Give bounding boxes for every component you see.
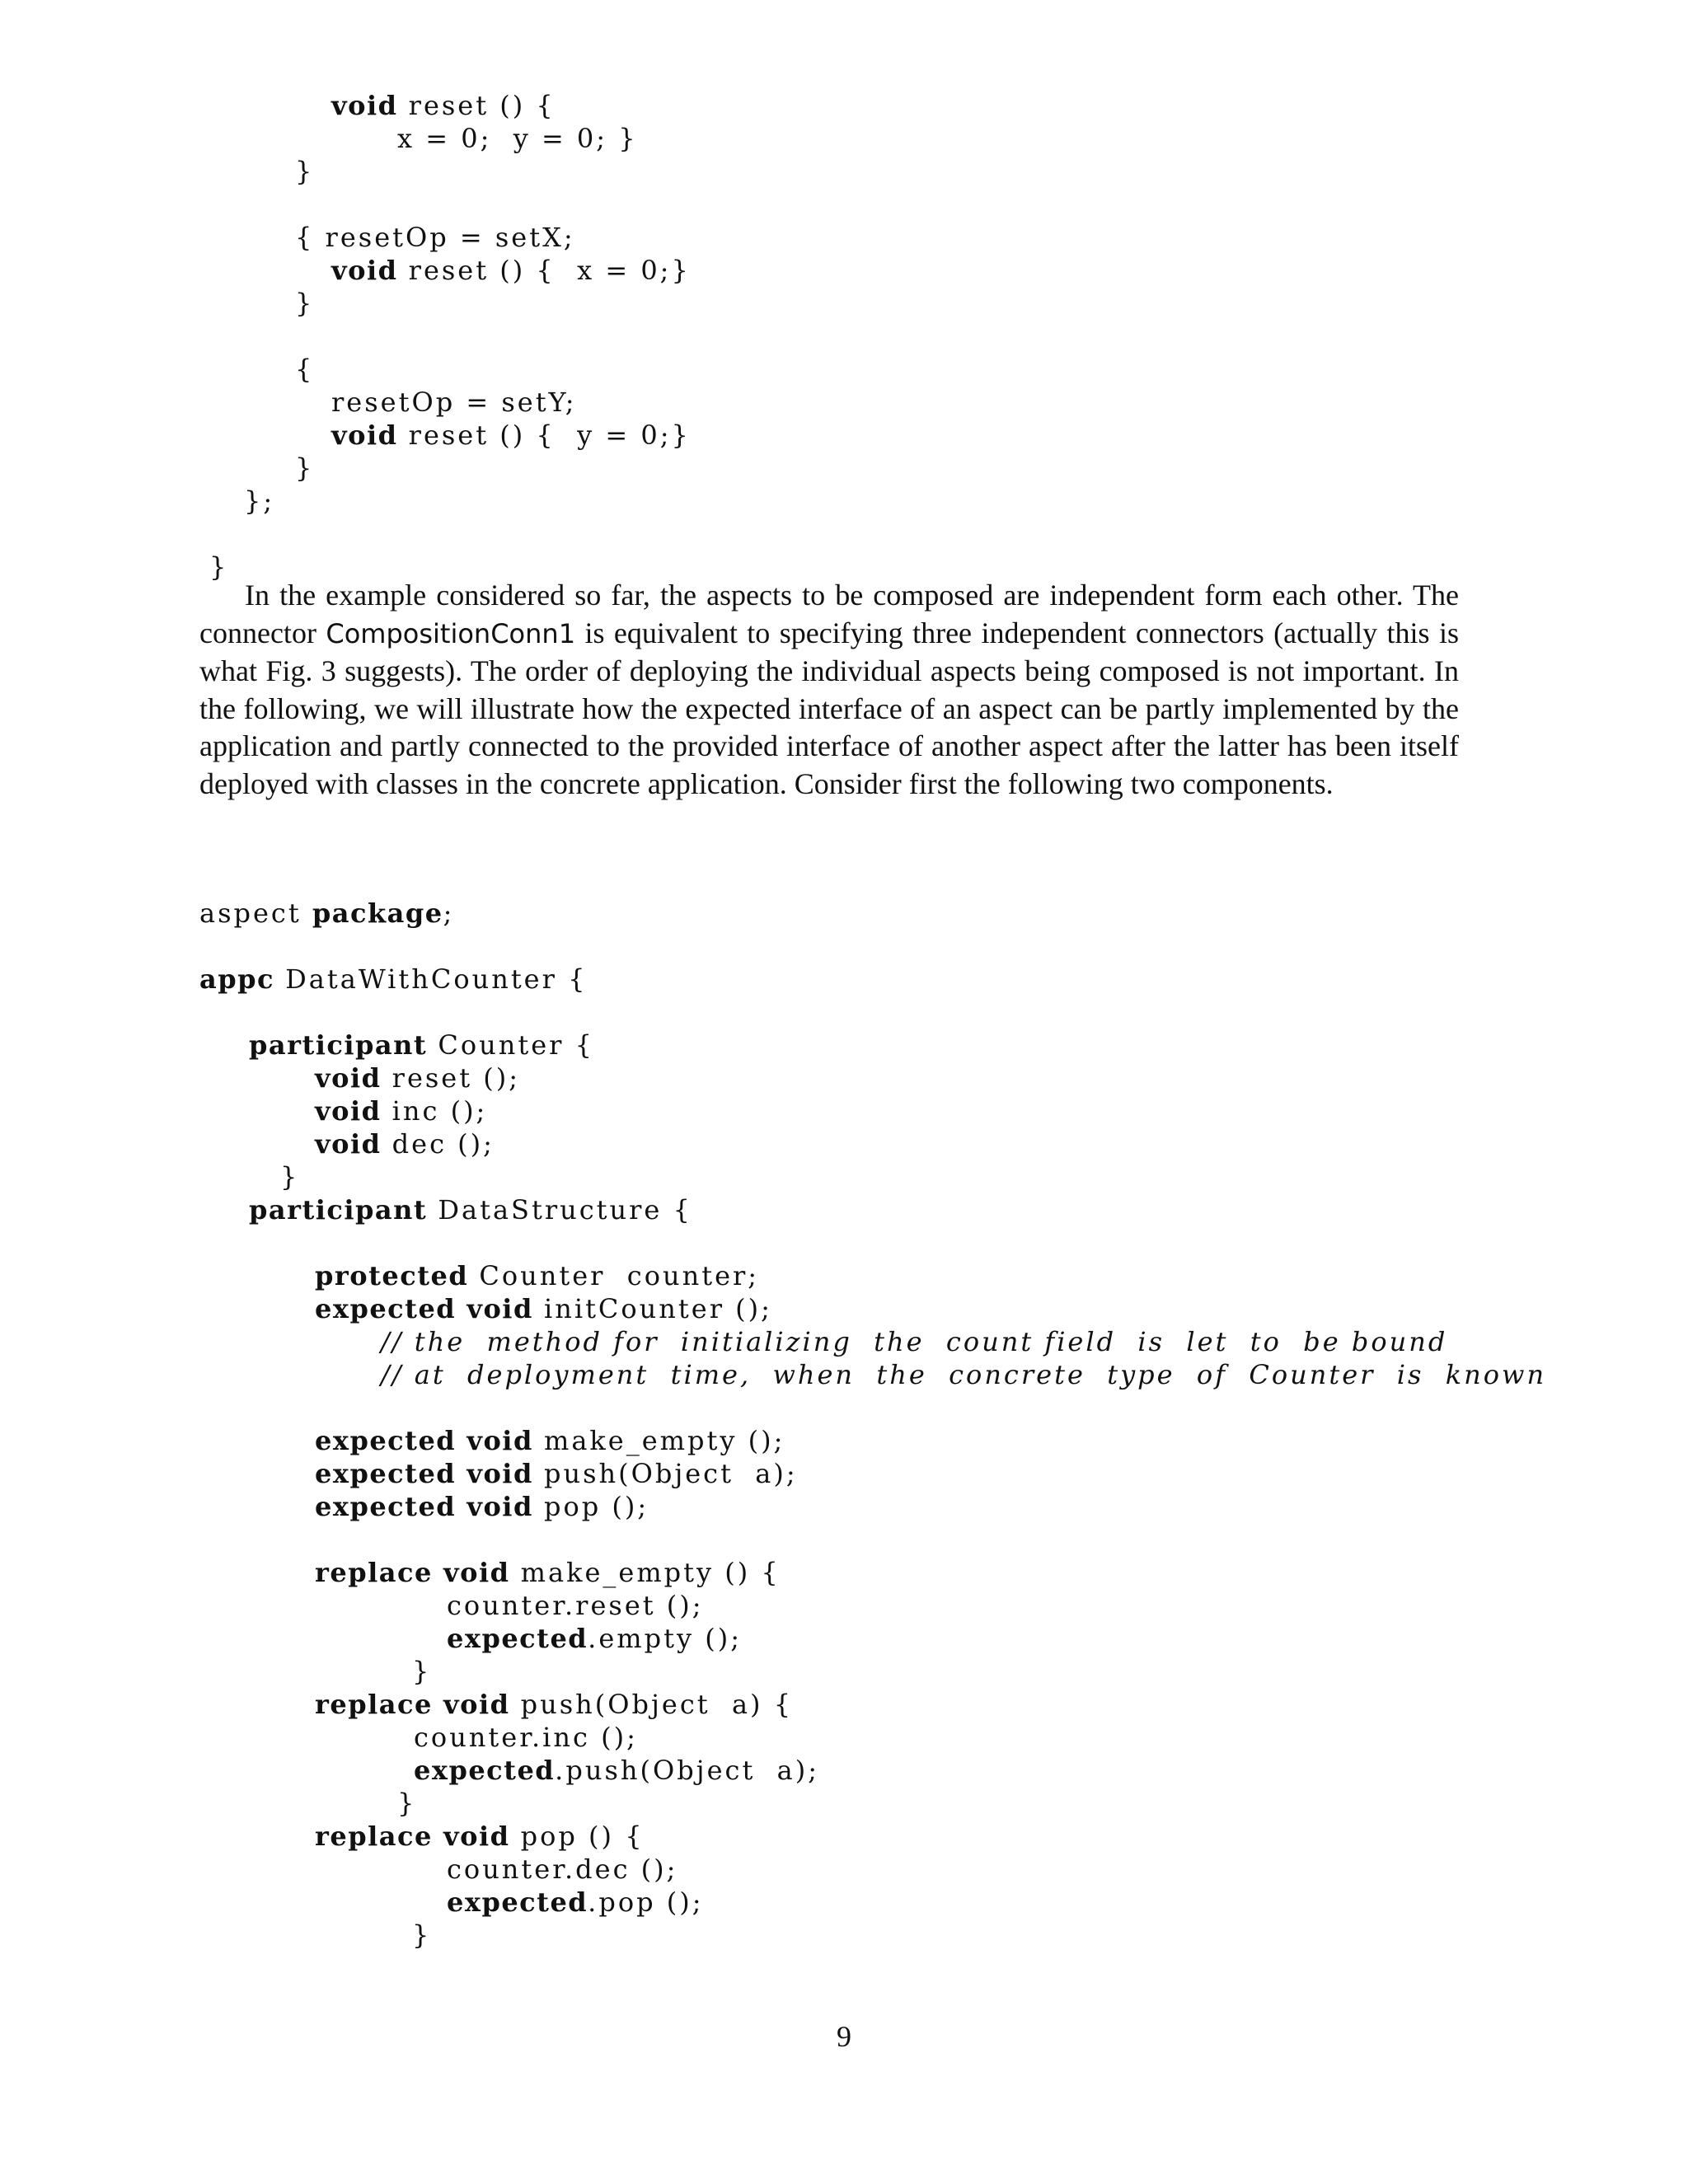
code-comment: // the method for initializing the count field is let to be bound [381, 1326, 1448, 1357]
code-text [433, 1689, 443, 1720]
code-line [280, 1160, 299, 1193]
code-line [397, 122, 638, 155]
code-text: { [295, 354, 315, 385]
code-text: Counter counter; [468, 1260, 760, 1291]
code-keyword: void [443, 1821, 510, 1852]
code-line [397, 1787, 416, 1820]
code-keyword: replace [315, 1689, 433, 1720]
code-text: pop () { [509, 1821, 645, 1852]
page-number: 9 [837, 2020, 851, 2053]
code-text: .push(Object a); [555, 1755, 819, 1786]
code-line [412, 1919, 431, 1952]
code-line [315, 1424, 785, 1457]
code-line [315, 1062, 520, 1094]
code-text: { resetOp = setX; [295, 222, 575, 253]
code-text: reset () { y = 0;} [397, 419, 691, 451]
code-text: .pop (); [588, 1886, 704, 1918]
code-line [315, 1259, 759, 1292]
code-line [381, 1358, 1546, 1391]
code-keyword: void [331, 255, 398, 286]
code-text: ; [443, 898, 455, 929]
paragraph-text-after: is equivalent to specifying three independent connectors (actually this is what Fig. 3 suggests). The order of deploying the individual aspects being composed is not important. In the following, we will illustrate how the expected interface of an aspect can be partly implemented by the application and partly connected to the provided interface of another aspect after the latter has been itself deployed with classes in the concrete application. Consider first the following two components. [199, 616, 1459, 800]
code-line [249, 1193, 692, 1226]
code-line [295, 221, 575, 254]
code-line [199, 897, 454, 930]
code-keyword: void [467, 1425, 533, 1456]
code-keyword: expected [447, 1886, 588, 1918]
code-line [295, 155, 314, 188]
code-keyword: void [315, 1128, 382, 1160]
code-text [456, 1293, 467, 1324]
code-line [381, 1325, 1447, 1358]
code-text: initCounter (); [532, 1293, 772, 1324]
code-text: x = 0; y = 0; } [397, 123, 638, 154]
code-keyword: appc [199, 963, 274, 995]
code-line [447, 1622, 742, 1655]
code-line [447, 1853, 678, 1886]
code-line [447, 1886, 704, 1919]
code-text: push(Object a) { [509, 1689, 794, 1720]
code-line [315, 1556, 781, 1589]
code-text: counter.inc (); [414, 1722, 638, 1753]
code-line [295, 287, 314, 320]
code-keyword: void [443, 1689, 510, 1720]
code-text [456, 1458, 467, 1489]
code-line [331, 89, 556, 122]
code-text: Counter { [427, 1029, 594, 1061]
code-keyword: replace [315, 1821, 433, 1852]
code-text: } [397, 1788, 417, 1819]
code-text: } [295, 156, 315, 187]
code-text: make_empty (); [532, 1425, 785, 1456]
code-line [249, 1029, 594, 1062]
code-text: counter.reset (); [447, 1590, 704, 1621]
code-text: reset (); [381, 1062, 521, 1094]
code-keyword: void [467, 1458, 533, 1489]
code-text: reset () { x = 0;} [397, 255, 691, 286]
code-text [433, 1557, 443, 1588]
code-line [295, 353, 314, 386]
paragraph-text-before: In the example considered so far, the aspects to be composed are independent form each other. The connector [199, 579, 1459, 649]
code-text: } [412, 1656, 432, 1687]
code-keyword: void [467, 1491, 533, 1522]
code-keyword: void [331, 419, 398, 451]
code-text: } [412, 1919, 432, 1951]
code-comment: // at deployment time, when the concrete type of Counter is known [381, 1359, 1547, 1390]
code-keyword: participant [249, 1194, 428, 1226]
code-keyword: expected [447, 1623, 588, 1654]
code-text: dec (); [381, 1128, 495, 1160]
code-line [244, 485, 274, 518]
code-text: reset () { [397, 90, 556, 121]
code-keyword: expected [315, 1491, 457, 1522]
code-keyword: participant [249, 1029, 428, 1061]
code-text: inc (); [381, 1095, 488, 1127]
body-paragraph [199, 577, 1459, 803]
code-text: push(Object a); [532, 1458, 798, 1489]
code-text: } [280, 1161, 300, 1193]
code-text: aspect [199, 898, 312, 929]
code-text: DataStructure { [427, 1194, 692, 1226]
code-line [315, 1490, 649, 1523]
code-line [295, 452, 314, 485]
code-text [433, 1821, 443, 1852]
code-text: counter.dec (); [447, 1854, 678, 1885]
code-line [414, 1721, 638, 1754]
code-text: DataWithCounter { [274, 963, 588, 995]
code-line [414, 1754, 819, 1787]
code-keyword: expected [315, 1425, 457, 1456]
code-line [315, 1457, 798, 1490]
code-line [315, 1094, 487, 1127]
code-line [331, 419, 691, 452]
code-text: } [295, 452, 315, 484]
code-line [315, 1292, 772, 1325]
code-keyword: void [315, 1095, 382, 1127]
code-text: resetOp = setY; [331, 387, 577, 418]
code-keyword: expected [315, 1458, 457, 1489]
code-text [456, 1425, 467, 1456]
code-line [412, 1655, 431, 1688]
code-text: } [209, 551, 229, 583]
code-keyword: protected [315, 1260, 469, 1291]
code-keyword: package [312, 898, 443, 929]
connector-name: CompositionConn1 [326, 617, 576, 649]
code-text: .empty (); [588, 1623, 742, 1654]
code-keyword: expected [315, 1293, 457, 1324]
code-text: make_empty () { [509, 1557, 781, 1588]
code-line [315, 1127, 495, 1160]
code-text: } [295, 288, 315, 319]
code-keyword: void [331, 90, 398, 121]
code-keyword: void [443, 1557, 510, 1588]
code-line [315, 1688, 793, 1721]
code-text [456, 1491, 467, 1522]
code-line [331, 386, 577, 419]
code-keyword: expected [414, 1755, 556, 1786]
code-line [315, 1820, 645, 1853]
code-text: pop (); [532, 1491, 649, 1522]
code-line [331, 254, 691, 287]
code-text: }; [244, 485, 275, 517]
code-line [199, 963, 587, 996]
code-keyword: void [467, 1293, 533, 1324]
code-keyword: replace [315, 1557, 433, 1588]
code-line [447, 1589, 704, 1622]
code-keyword: void [315, 1062, 382, 1094]
